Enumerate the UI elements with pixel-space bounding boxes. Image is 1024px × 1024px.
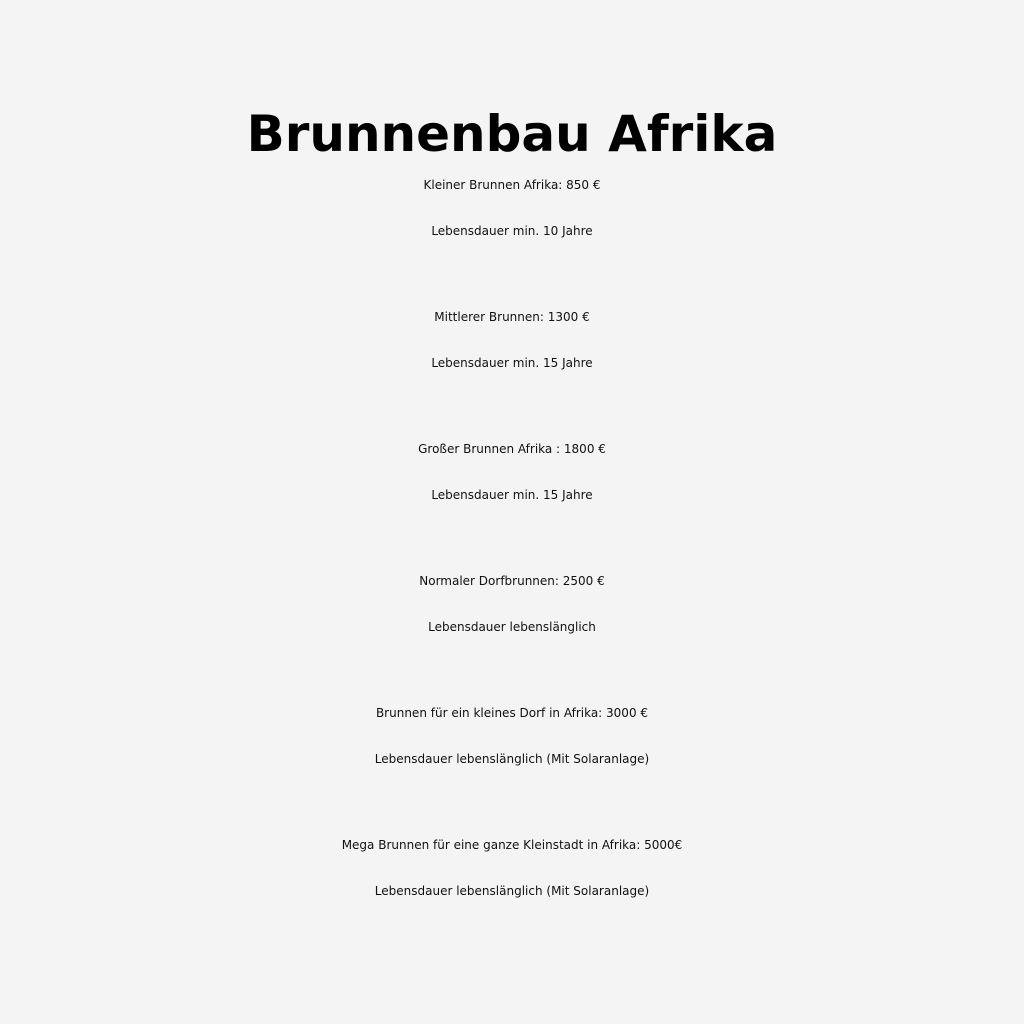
well-name-price: Brunnen für ein kleines Dorf in Afrika: 3000 €: [375, 706, 649, 720]
well-entry-large: [0, 426, 1024, 518]
well-entry-medium: [0, 294, 1024, 386]
well-price-list: [0, 162, 1024, 914]
well-lifespan: Lebensdauer lebenslänglich (Mit Solaranlage): [374, 752, 650, 766]
well-entry-small: [0, 162, 1024, 254]
well-name-price: Mega Brunnen für eine ganze Kleinstadt in Afrika: 5000€: [341, 838, 683, 852]
well-entry-small-village: [0, 690, 1024, 782]
well-name-price: Normaler Dorfbrunnen: 2500 €: [419, 574, 605, 588]
well-lifespan: Lebensdauer min. 15 Jahre: [431, 356, 593, 370]
page-title: Brunnenbau Afrika: [246, 104, 778, 163]
well-lifespan: Lebensdauer min. 10 Jahre: [431, 224, 593, 238]
well-entry-village-normal: [0, 558, 1024, 650]
well-entry-mega: [0, 822, 1024, 914]
well-lifespan: Lebensdauer lebenslänglich (Mit Solaranlage): [374, 884, 650, 898]
well-lifespan: Lebensdauer lebenslänglich: [428, 620, 596, 634]
well-name-price: Großer Brunnen Afrika : 1800 €: [418, 442, 606, 456]
well-lifespan: Lebensdauer min. 15 Jahre: [431, 488, 593, 502]
well-name-price: Kleiner Brunnen Afrika: 850 €: [423, 178, 601, 192]
well-name-price: Mittlerer Brunnen: 1300 €: [434, 310, 590, 324]
